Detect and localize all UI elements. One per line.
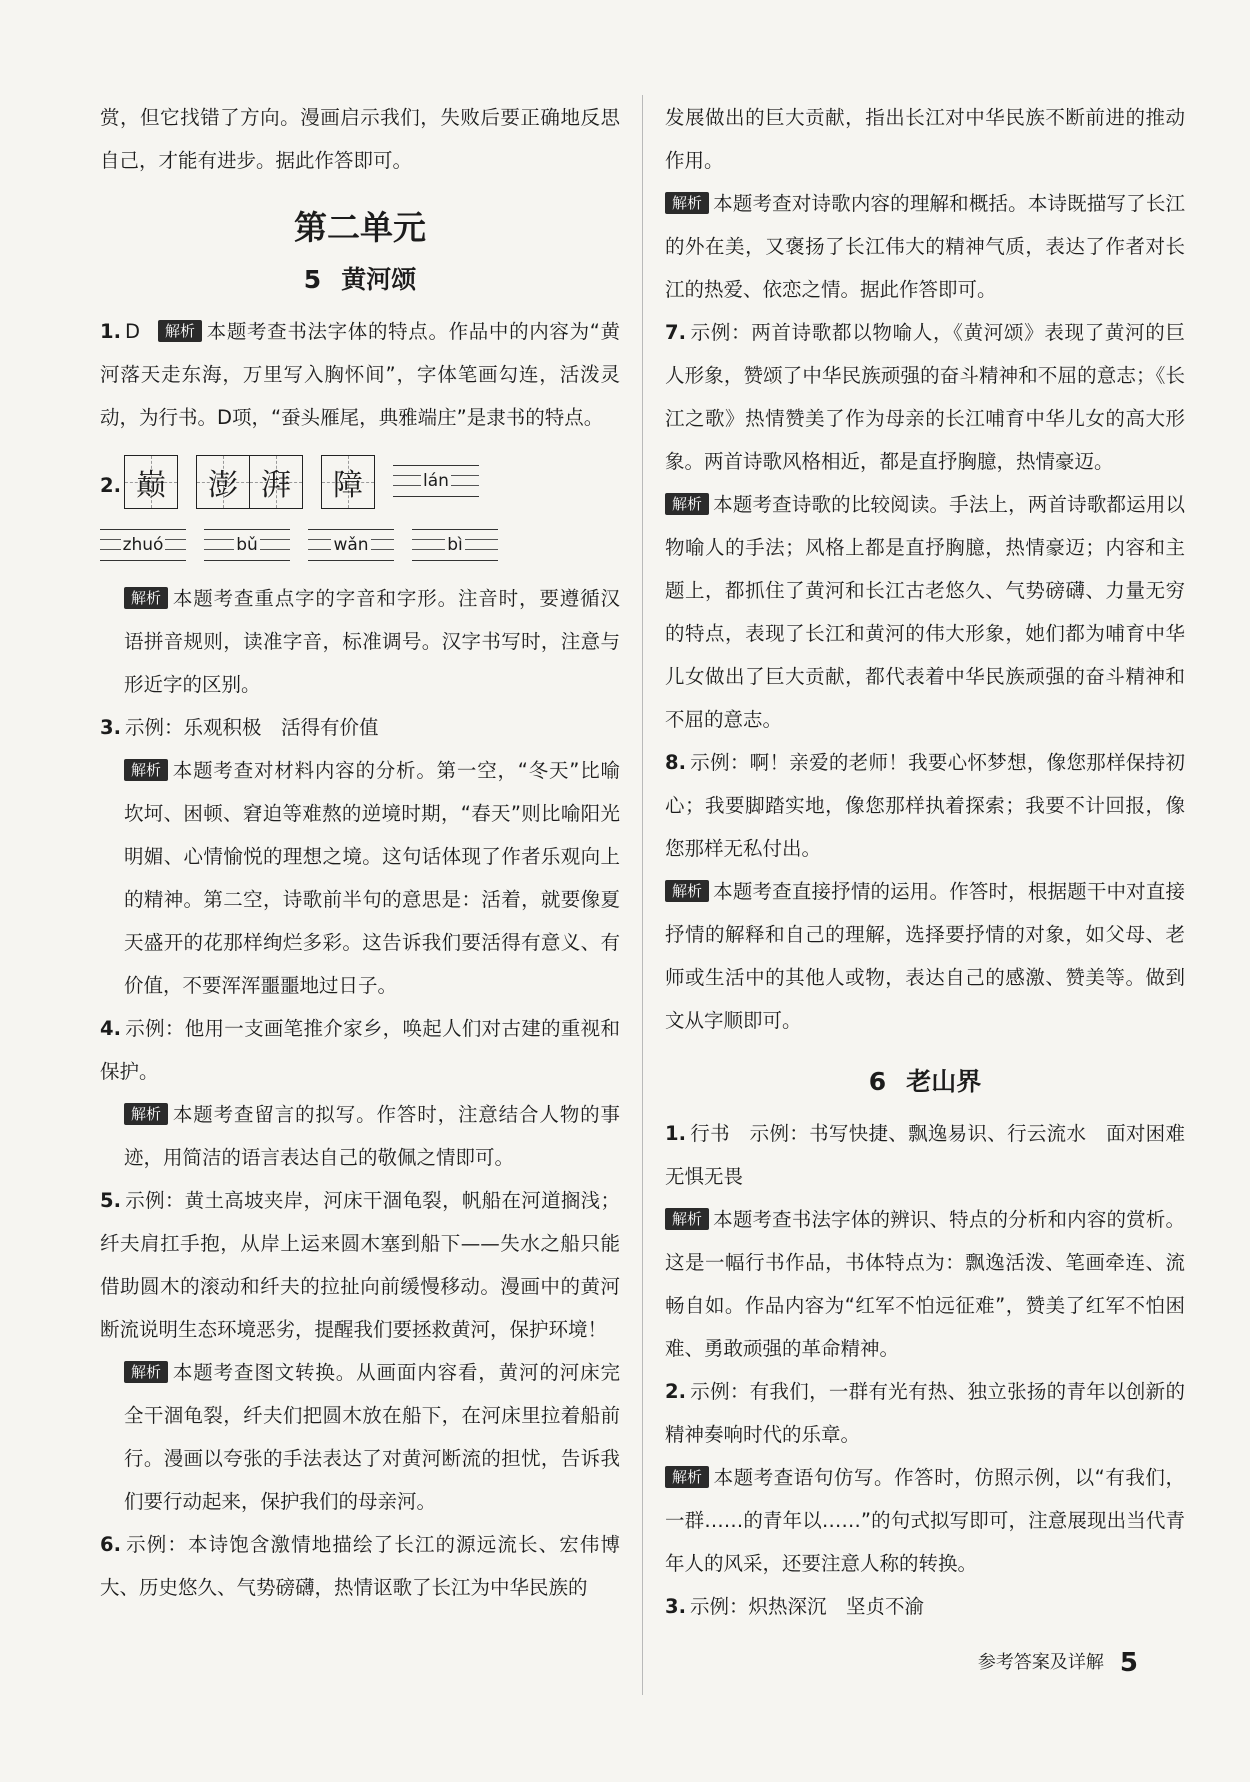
analysis-tag: 解析 bbox=[124, 1361, 168, 1383]
l6-q1-answer: 行书 示例：书写快捷、飘逸易识、行云流水 面对困难无惧无畏 bbox=[665, 1122, 1185, 1188]
pinyin-row bbox=[100, 529, 620, 561]
q7-analysis-block bbox=[665, 483, 1185, 741]
unit-title: 第二单元 bbox=[294, 208, 426, 247]
q5-analysis-block bbox=[100, 1351, 620, 1523]
char-box-group-3 bbox=[321, 455, 375, 509]
l6-q2-answer: 示例：有我们，一群有光有热、独立张扬的青年以创新的精神奏响时代的乐章。 bbox=[665, 1380, 1185, 1446]
l6-q3-number: 3. bbox=[665, 1595, 686, 1618]
question-8 bbox=[665, 741, 1185, 870]
q2-analysis-block bbox=[100, 577, 620, 706]
char-box-group-2 bbox=[196, 455, 303, 509]
question-6 bbox=[100, 1523, 620, 1609]
char-box: 巅 bbox=[124, 455, 178, 509]
q4-analysis: 本题考查留言的拟写。作答时，注意结合人物的事迹，用简洁的语言表达自己的敬佩之情即可。 bbox=[124, 1103, 620, 1169]
question-4 bbox=[100, 1007, 620, 1093]
lesson5-name: 黄河颂 bbox=[341, 265, 417, 294]
q8-analysis-block bbox=[665, 870, 1185, 1042]
q1-number: 1. bbox=[100, 320, 121, 343]
analysis-tag: 解析 bbox=[665, 192, 709, 214]
char-box: 澎 bbox=[196, 455, 250, 509]
page-footer bbox=[978, 1648, 1138, 1678]
pinyin-line: bǔ bbox=[204, 529, 290, 561]
q1-analysis: 本题考查书法字体的特点。作品中的内容为“黄河落天走东海，万里写入胸怀间”，字体笔画勾连，活泼灵动，为行书。D项，“蚕头雁尾，典雅端庄”是隶书的特点。 bbox=[100, 320, 620, 429]
left-column bbox=[100, 96, 620, 1609]
q3-analysis: 本题考查对材料内容的分析。第一空，“冬天”比喻坎坷、困顿、窘迫等难熬的逆境时期，“春天”则比喻阳光明媚、心情愉悦的理想之境。这句话体现了作者乐观向上的精神。第二空，诗歌前半句的意思是：活着，就要像夏天盛开的花那样绚烂多彩。这告诉我们要活得有意义、有价值，不要浑浑噩噩地过日子。 bbox=[124, 759, 620, 997]
l6-q1-number: 1. bbox=[665, 1122, 686, 1145]
pinyin-line: zhuó bbox=[100, 529, 186, 561]
q6-number: 6. bbox=[100, 1533, 121, 1556]
q3-number: 3. bbox=[100, 716, 121, 739]
q5-answer: 示例：黄土高坡夹岸，河床干涸龟裂，帆船在河道搁浅；纤夫肩扛手抱，从岸上运来圆木塞到船下——失水之船只能借助圆木的滚动和纤夫的拉扯向前缓慢移动。漫画中的黄河断流说明生态环境恶劣，提醒我们要拯救黄河，保护环境！ bbox=[100, 1189, 620, 1341]
pinyin-line: wǎn bbox=[308, 529, 394, 561]
q7-number: 7. bbox=[665, 321, 686, 344]
q3-analysis-block bbox=[100, 749, 620, 1007]
analysis-tag: 解析 bbox=[124, 587, 168, 609]
q8-analysis: 本题考查直接抒情的运用。作答时，根据题干中对直接抒情的解释和自己的理解，选择要抒情的对象，如父母、老师或生活中的其他人或物，表达自己的感激、赞美等。做到文从字顺即可。 bbox=[665, 880, 1185, 1032]
question-7 bbox=[665, 311, 1185, 483]
l6-q1-analysis-block bbox=[665, 1198, 1185, 1370]
analysis-tag: 解析 bbox=[665, 1208, 709, 1230]
l6-question-3 bbox=[665, 1585, 1185, 1628]
q7-analysis: 本题考查诗歌的比较阅读。手法上，两首诗歌都运用以物喻人的手法；风格上都是直抒胸臆，热情豪迈；内容和主题上，都抓住了黄河和长江古老悠久、气势磅礴、力量无穷的特点，表现了长江和黄河的伟大形象，她们都为哺育中华儿女做出了巨大贡献，都代表着中华民族顽强的奋斗精神和不屈的意志。 bbox=[665, 493, 1185, 731]
analysis-tag: 解析 bbox=[124, 759, 168, 781]
page-number: 5 bbox=[1119, 1648, 1138, 1678]
q3-answer: 示例：乐观积极 活得有价值 bbox=[124, 716, 379, 739]
char-box: 障 bbox=[321, 455, 375, 509]
column-divider bbox=[642, 95, 643, 1695]
analysis-tag: 解析 bbox=[665, 880, 709, 902]
analysis-tag: 解析 bbox=[665, 1466, 709, 1488]
intro-text: 赏，但它找错了方向。漫画启示我们，失败后要正确地反思自己，才能有进步。据此作答即可。 bbox=[100, 106, 620, 172]
lesson6-name: 老山界 bbox=[906, 1067, 982, 1096]
lesson6-number: 6 bbox=[868, 1067, 887, 1096]
lesson6-title bbox=[665, 1060, 1185, 1104]
q6-continued: 发展做出的巨大贡献，指出长江对中华民族不断前进的推动作用。 bbox=[665, 106, 1185, 172]
l6-question-2 bbox=[665, 1370, 1185, 1456]
q8-number: 8. bbox=[665, 751, 686, 774]
l6-q2-analysis-block bbox=[665, 1456, 1185, 1585]
q4-number: 4. bbox=[100, 1017, 121, 1040]
q2-number: 2. bbox=[100, 474, 121, 497]
question-2-grid bbox=[100, 455, 620, 523]
q2-analysis: 本题考查重点字的字音和字形。注音时，要遵循汉语拼音规则，读准字音，标准调号。汉字书写时，注意与形近字的区别。 bbox=[124, 587, 620, 696]
q6-analysis-block bbox=[665, 182, 1185, 311]
char-box: 湃 bbox=[250, 455, 303, 509]
analysis-tag: 解析 bbox=[158, 320, 202, 342]
l6-q1-analysis: 本题考查书法字体的辨识、特点的分析和内容的赏析。这是一幅行书作品，书体特点为：飘逸活泼、笔画牵连、流畅自如。作品内容为“红军不怕远征难”，赞美了红军不怕困难、勇敢顽强的革命精神。 bbox=[665, 1208, 1185, 1360]
q6-analysis: 本题考查对诗歌内容的理解和概括。本诗既描写了长江的外在美，又褒扬了长江伟大的精神气质，表达了作者对长江的热爱、依恋之情。据此作答即可。 bbox=[665, 192, 1185, 301]
question-3 bbox=[100, 706, 620, 749]
q4-analysis-block bbox=[100, 1093, 620, 1179]
l6-q3-answer: 示例：炽热深沉 坚贞不渝 bbox=[689, 1595, 924, 1618]
pinyin-line: bì bbox=[412, 529, 498, 561]
analysis-tag: 解析 bbox=[665, 493, 709, 515]
q5-analysis: 本题考查图文转换。从画面内容看，黄河的河床完全干涸龟裂，纤夫们把圆木放在船下，在河床里拉着船前行。漫画以夸张的手法表达了对黄河断流的担忧，告诉我们要行动起来，保护我们的母亲河。 bbox=[124, 1361, 620, 1513]
question-5 bbox=[100, 1179, 620, 1351]
footer-label: 参考答案及详解 bbox=[977, 1652, 1104, 1673]
q4-answer: 示例：他用一支画笔推介家乡，唤起人们对古建的重视和保护。 bbox=[100, 1017, 620, 1083]
q7-answer: 示例：两首诗歌都以物喻人，《黄河颂》表现了黄河的巨人形象，赞颂了中华民族顽强的奋斗精神和不屈的意志；《长江之歌》热情赞美了作为母亲的长江哺育中华儿女的高大形象。两首诗歌风格相近，都是直抒胸臆，热情豪迈。 bbox=[665, 321, 1185, 473]
pinyin-line: lán bbox=[393, 465, 479, 497]
right-column bbox=[665, 96, 1185, 1628]
l6-q2-number: 2. bbox=[665, 1380, 686, 1403]
l6-q2-analysis: 本题考查语句仿写。作答时，仿照示例，以“有我们，一群……的青年以……”的句式拟写即可，注意展现出当代青年人的风采，还要注意人称的转换。 bbox=[665, 1466, 1185, 1575]
q5-number: 5. bbox=[100, 1189, 121, 1212]
analysis-tag: 解析 bbox=[124, 1103, 168, 1125]
q1-answer: D bbox=[124, 320, 140, 343]
question-1 bbox=[100, 310, 620, 439]
lesson5-number: 5 bbox=[303, 265, 322, 294]
l6-question-1 bbox=[665, 1112, 1185, 1198]
q6-answer: 示例：本诗饱含激情地描绘了长江的源远流长、宏伟博大、历史悠久、气势磅礴，热情讴歌了长江为中华民族的 bbox=[100, 1533, 620, 1599]
char-box-group-1 bbox=[124, 455, 178, 509]
lesson5-title bbox=[100, 258, 620, 302]
q8-answer: 示例：啊！亲爱的老师！我要心怀梦想，像您那样保持初心；我要脚踏实地，像您那样执着探索；我要不计回报，像您那样无私付出。 bbox=[665, 751, 1185, 860]
